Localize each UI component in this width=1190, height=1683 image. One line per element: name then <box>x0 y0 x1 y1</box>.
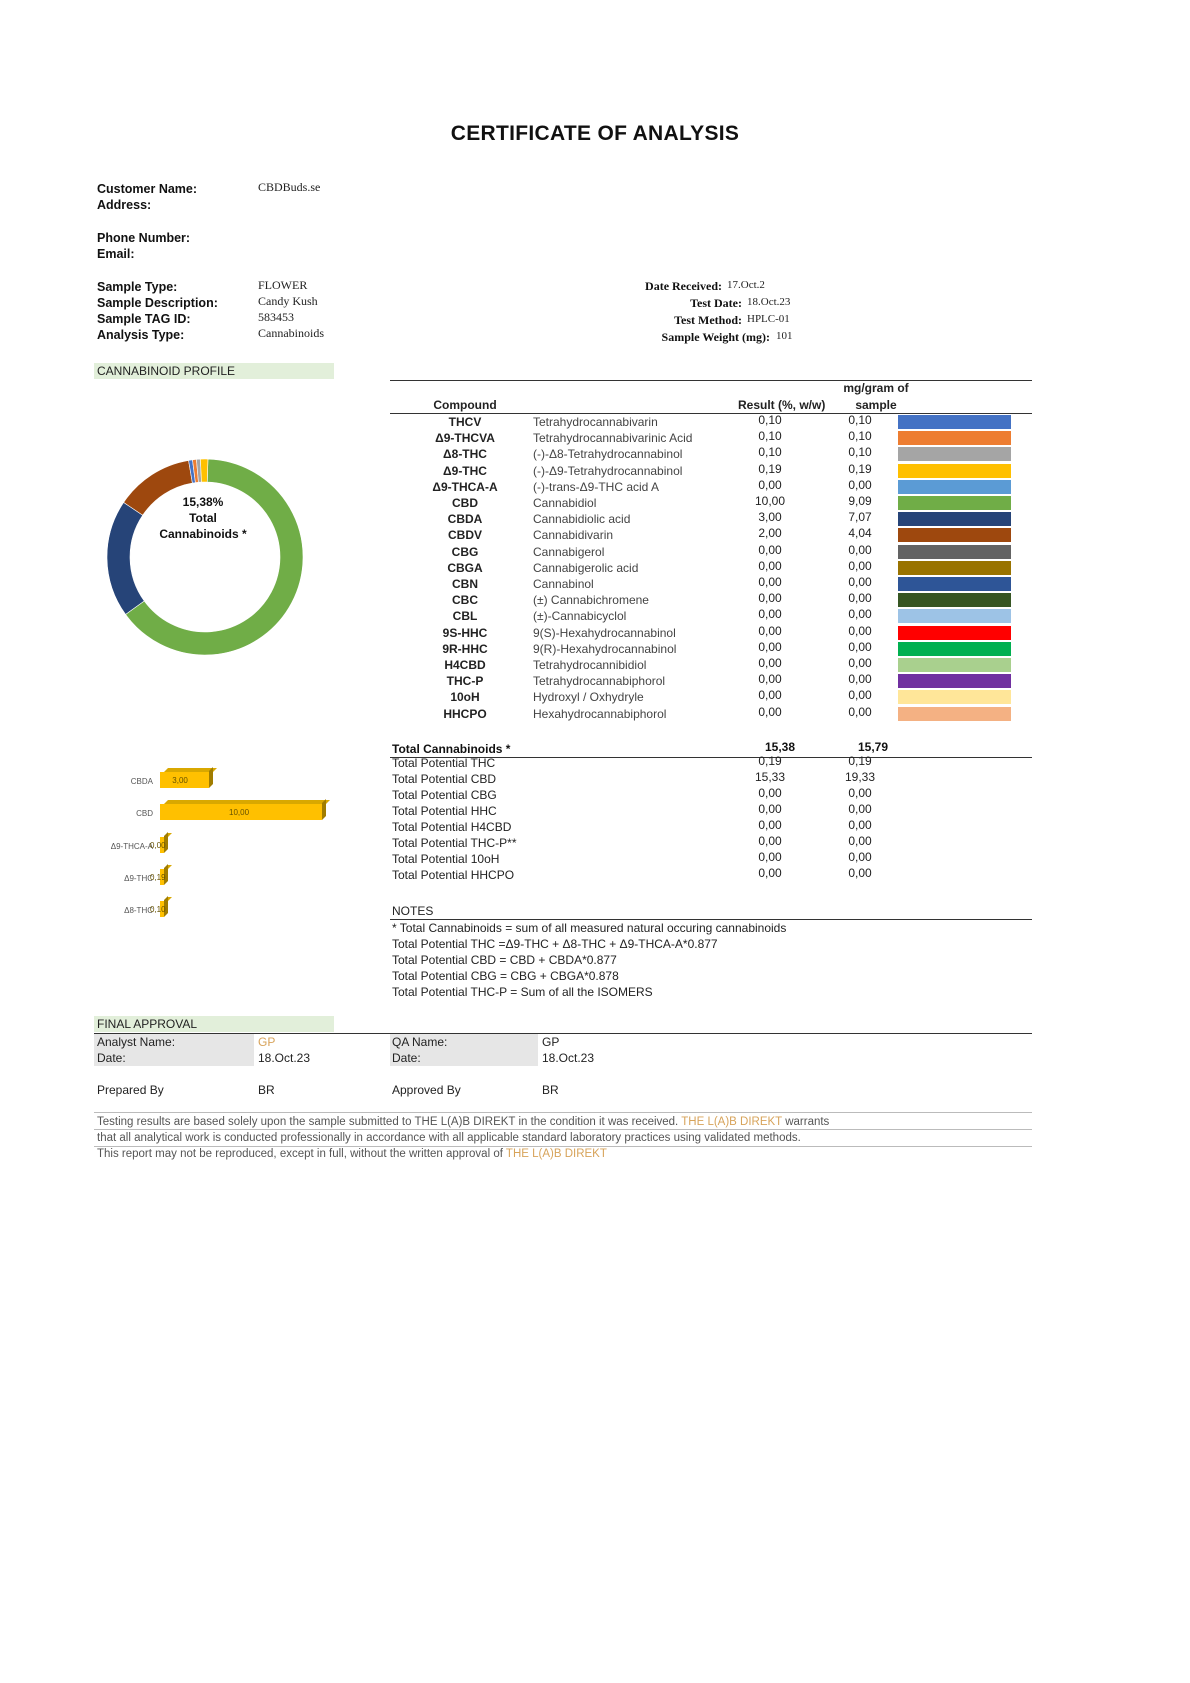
compound-code: Δ9-THCVA <box>435 431 495 445</box>
donut-center-label <box>133 494 273 542</box>
disclaimer-line-1a: Testing results are based solely upon the sample submitted to THE L(A)B DIREKT in the condition it was received. <box>97 1116 679 1128</box>
compound-mg: 7,07 <box>848 510 872 524</box>
compound-code: CBL <box>452 609 478 623</box>
compound-color-swatch <box>898 415 1011 429</box>
compound-color-swatch <box>898 690 1011 704</box>
page-title: CERTIFICATE OF ANALYSIS <box>450 122 740 145</box>
donut-slice--9-thc <box>200 459 208 482</box>
bar-label: Δ8-THC <box>124 906 153 915</box>
note-line: Total Potential CBG = CBG + CBGA*0.878 <box>392 969 619 983</box>
compound-name: Cannabidivarin <box>533 528 614 542</box>
compound-color-swatch <box>898 496 1011 510</box>
compound-color-swatch <box>898 658 1011 672</box>
bar-value: 0,00 <box>150 841 166 850</box>
bar-label: Δ9-THC <box>124 874 153 883</box>
compound-result: 0,00 <box>758 478 782 492</box>
col-mg-header-line2: sample <box>855 398 897 412</box>
compound-result: 0,10 <box>758 413 782 427</box>
compound-code: CBGA <box>447 561 483 575</box>
total-potential-mg: 0,00 <box>848 866 872 880</box>
compound-name: Tetrahydrocannabiphorol <box>533 674 666 688</box>
table-top-rule <box>390 380 1032 381</box>
compound-mg: 4,04 <box>848 526 872 540</box>
compound-color-swatch <box>898 642 1011 656</box>
compound-result: 0,00 <box>758 672 782 686</box>
compound-mg: 0,00 <box>848 478 872 492</box>
compound-mg: 0,00 <box>848 688 872 702</box>
compound-code: 9S-HHC <box>442 626 488 640</box>
customer-name-value: CBDBuds.se <box>258 180 321 194</box>
bar-label: Δ9-THCA-A <box>110 842 153 851</box>
compound-color-swatch <box>898 707 1011 721</box>
col-result-header: Result (%, w/w) <box>738 398 826 412</box>
compound-code: H4CBD <box>444 658 486 672</box>
compound-code: 10oH <box>450 690 480 704</box>
prepared-by-value: BR <box>258 1083 275 1097</box>
prepared-by-label: Prepared By <box>97 1083 164 1097</box>
compound-result: 0,00 <box>758 591 782 605</box>
compound-result: 0,00 <box>758 624 782 638</box>
compound-mg: 0,00 <box>848 591 872 605</box>
compound-name: Cannabidiolic acid <box>533 512 631 526</box>
compound-name: Cannabinol <box>533 577 594 591</box>
compound-code: CBG <box>451 545 479 559</box>
compound-color-swatch <box>898 577 1011 591</box>
total-cannabinoids-donut-chart <box>100 452 310 662</box>
disclaimer-line-3 <box>97 1147 607 1162</box>
sample-description-label: Sample Description: <box>97 296 218 310</box>
disclaimer-line-1c: warrants <box>785 1116 830 1128</box>
compound-name: Tetrahydrocannabivarinic Acid <box>533 431 693 445</box>
qa-name-label: QA Name: <box>392 1035 448 1049</box>
compound-name: (-)-Δ9-Tetrahydrocannabinol <box>533 464 683 478</box>
total-potential-mg: 0,00 <box>848 802 872 816</box>
compound-name: 9(S)-Hexahydrocannabinol <box>533 626 676 640</box>
approved-by-value: BR <box>542 1083 559 1097</box>
qa-name-value: GP <box>542 1035 560 1049</box>
disclaimer-line-1 <box>97 1115 829 1130</box>
disclaimer-line-2: that all analytical work is conducted professionally in accordance with all applicable standard laboratory practices using validated methods. <box>97 1132 801 1144</box>
total-potential-label: Total Potential HHCPO <box>392 868 515 882</box>
total-potential-label: Total Potential HHC <box>392 804 497 818</box>
note-line: Total Potential THC =Δ9-THC + Δ8-THC + Δ9-THCA-A*0.877 <box>392 937 718 951</box>
compound-color-swatch <box>898 464 1011 478</box>
total-potential-mg: 0,00 <box>848 834 872 848</box>
compound-color-swatch <box>898 545 1011 559</box>
bar-value: 10,00 <box>229 808 250 817</box>
compound-mg: 0,00 <box>848 543 872 557</box>
sample-tag-label: Sample TAG ID: <box>97 312 191 326</box>
total-potential-mg: 0,00 <box>848 786 872 800</box>
compound-color-swatch <box>898 609 1011 623</box>
bar-value: 0,10 <box>150 905 166 914</box>
test-date-value: 18.Oct.23 <box>747 296 791 308</box>
sample-type-label: Sample Type: <box>97 280 178 294</box>
total-potential-mg: 19,33 <box>844 770 876 784</box>
sample-weight-value: 101 <box>776 330 793 342</box>
analysis-type-label: Analysis Type: <box>97 328 185 342</box>
test-method-value: HPLC-01 <box>747 313 790 325</box>
sample-tag-value: 583453 <box>258 310 294 324</box>
bar-side-face <box>322 799 326 820</box>
compound-mg: 0,00 <box>848 705 872 719</box>
compound-name: (±) Cannabichromene <box>533 593 649 607</box>
total-cannabinoids-label: Total Cannabinoids * <box>392 742 511 756</box>
compound-result: 0,00 <box>758 640 782 654</box>
compound-name: Tetrahydrocannibidiol <box>533 658 647 672</box>
compound-code: 9R-HHC <box>442 642 488 656</box>
total-potential-result: 0,00 <box>758 818 782 832</box>
total-cannabinoids-mg: 15,79 <box>857 740 889 754</box>
compound-mg: 0,00 <box>848 607 872 621</box>
analysis-type-value: Cannabinoids <box>258 326 324 340</box>
compound-mg: 0,19 <box>848 462 872 476</box>
qa-date-value: 18.Oct.23 <box>542 1051 595 1065</box>
note-line: Total Potential CBD = CBD + CBDA*0.877 <box>392 953 617 967</box>
compound-code: CBN <box>452 577 478 591</box>
compound-name: Tetrahydrocannabivarin <box>533 415 658 429</box>
note-line: * Total Cannabinoids = sum of all measured natural occuring cannabinoids <box>392 921 787 935</box>
test-method-label: Test Method: <box>674 313 742 327</box>
compound-result: 0,00 <box>758 607 782 621</box>
compound-mg: 0,00 <box>848 624 872 638</box>
compound-mg: 0,00 <box>848 559 872 573</box>
compound-name: (±)-Cannabicyclol <box>533 609 627 623</box>
compound-result: 2,00 <box>758 526 782 540</box>
total-potential-label: Total Potential H4CBD <box>392 820 512 834</box>
compound-result: 0,19 <box>758 462 782 476</box>
compound-name: Cannabigerolic acid <box>533 561 639 575</box>
cannabinoid-profile-heading: CANNABINOID PROFILE <box>94 363 334 379</box>
compound-mg: 0,00 <box>848 672 872 686</box>
compound-result: 0,00 <box>758 656 782 670</box>
compound-code: HHCPO <box>443 707 487 721</box>
compound-name: (-)-trans-Δ9-THC acid A <box>533 480 660 494</box>
compound-mg: 9,09 <box>848 494 872 508</box>
total-cannabinoids-result: 15,38 <box>764 740 796 754</box>
analyst-date-label: Date: <box>97 1051 126 1065</box>
sample-description-value: Candy Kush <box>258 294 318 308</box>
customer-name-label: Customer Name: <box>97 182 198 196</box>
total-potential-label: Total Potential CBG <box>392 788 497 802</box>
bar-side-face <box>209 767 213 788</box>
bar-value: 0,19 <box>150 873 166 882</box>
total-potential-label: Total Potential THC-P** <box>392 836 517 850</box>
disclaimer-rule-1 <box>94 1112 1032 1113</box>
compound-mg: 0,00 <box>848 656 872 670</box>
donut-center-line2: Total <box>189 511 217 525</box>
donut-center-percent: 15,38% <box>182 495 224 509</box>
compound-color-swatch <box>898 512 1011 526</box>
compound-mg: 0,10 <box>848 413 872 427</box>
compound-mg: 0,00 <box>848 575 872 589</box>
compound-code: THCV <box>448 415 482 429</box>
bar-value: 3,00 <box>172 776 188 785</box>
total-potential-mg: 0,00 <box>848 818 872 832</box>
qa-date-label: Date: <box>392 1051 421 1065</box>
total-potential-result: 0,19 <box>758 754 782 768</box>
compound-color-swatch <box>898 626 1011 640</box>
compound-name: Hydroxyl / Oxhydryle <box>533 690 644 704</box>
donut-center-line3: Cannabinoids * <box>159 527 247 541</box>
compound-result: 0,00 <box>758 705 782 719</box>
compound-color-swatch <box>898 674 1011 688</box>
total-potential-label: Total Potential THC <box>392 756 496 770</box>
compound-result: 0,10 <box>758 429 782 443</box>
approved-by-label: Approved By <box>392 1083 461 1097</box>
compound-name: Cannabidiol <box>533 496 597 510</box>
total-potential-result: 0,00 <box>758 850 782 864</box>
phone-label: Phone Number: <box>97 231 191 245</box>
note-line: Total Potential THC-P = Sum of all the ISOMERS <box>392 985 653 999</box>
analyst-name-value: GP <box>258 1035 276 1049</box>
lab-name-1: THE L(A)B DIREKT <box>681 1116 782 1128</box>
date-received-value: 17.Oct.2 <box>727 279 765 291</box>
compound-color-swatch <box>898 431 1011 445</box>
compound-mg: 0,10 <box>848 429 872 443</box>
compound-code: THC-P <box>446 674 484 688</box>
notes-rule <box>390 919 1032 920</box>
total-potential-result: 15,33 <box>754 770 786 784</box>
compound-result: 0,00 <box>758 559 782 573</box>
disclaimer-line-3a: This report may not be reproduced, except in full, without the written approval of <box>97 1148 503 1160</box>
compound-name: (-)-Δ8-Tetrahydrocannabinol <box>533 447 683 461</box>
compound-mg: 0,10 <box>848 445 872 459</box>
compound-color-swatch <box>898 528 1011 542</box>
notes-heading: NOTES <box>392 904 434 918</box>
compound-name: Hexahydrocannabiphorol <box>533 707 667 721</box>
analyst-name-label: Analyst Name: <box>97 1035 176 1049</box>
total-potential-result: 0,00 <box>758 866 782 880</box>
compound-color-swatch <box>898 480 1011 494</box>
table-header-rule <box>390 413 1032 414</box>
compound-result: 0,00 <box>758 543 782 557</box>
bar-label: CBD <box>136 809 153 818</box>
bar-label: CBDA <box>130 777 153 786</box>
test-date-label: Test Date: <box>690 296 742 310</box>
total-potential-label: Total Potential CBD <box>392 772 497 786</box>
compound-result: 0,10 <box>758 445 782 459</box>
compound-code: CBDV <box>447 528 482 542</box>
col-compound-header: Compound <box>433 398 497 412</box>
date-received-label: Date Received: <box>645 279 722 293</box>
total-potential-mg: 0,00 <box>848 850 872 864</box>
col-mg-header-line1: mg/gram of <box>843 381 909 395</box>
compound-result: 3,00 <box>758 510 782 524</box>
compound-color-swatch <box>898 447 1011 461</box>
compound-name: 9(R)-Hexahydrocannabinol <box>533 642 677 656</box>
compound-mg: 0,00 <box>848 640 872 654</box>
disclaimer-rule-2 <box>94 1129 1032 1130</box>
compound-color-swatch <box>898 561 1011 575</box>
compound-code: Δ9-THCA-A <box>432 480 498 494</box>
compound-code: CBD <box>452 496 478 510</box>
total-potential-label: Total Potential 10oH <box>392 852 500 866</box>
compound-code: Δ9-THC <box>443 464 487 478</box>
total-potential-result: 0,00 <box>758 786 782 800</box>
compound-result: 10,00 <box>754 494 786 508</box>
total-potential-result: 0,00 <box>758 834 782 848</box>
sample-weight-label: Sample Weight (mg): <box>661 330 770 344</box>
compound-result: 0,00 <box>758 575 782 589</box>
compound-color-swatch <box>898 593 1011 607</box>
total-potential-result: 0,00 <box>758 802 782 816</box>
lab-name-2: THE L(A)B DIREKT <box>505 1148 607 1160</box>
compound-code: CBDA <box>447 512 483 526</box>
total-potential-mg: 0,19 <box>848 754 872 768</box>
compound-name: Cannabigerol <box>533 545 605 559</box>
final-approval-heading: FINAL APPROVAL <box>94 1016 334 1032</box>
analyst-date-value: 18.Oct.23 <box>258 1051 311 1065</box>
compound-code: CBC <box>452 593 478 607</box>
address-label: Address: <box>97 198 152 212</box>
sample-type-value: FLOWER <box>258 278 308 292</box>
compound-result: 0,00 <box>758 688 782 702</box>
email-label: Email: <box>97 247 135 261</box>
compound-code: Δ8-THC <box>443 447 487 461</box>
